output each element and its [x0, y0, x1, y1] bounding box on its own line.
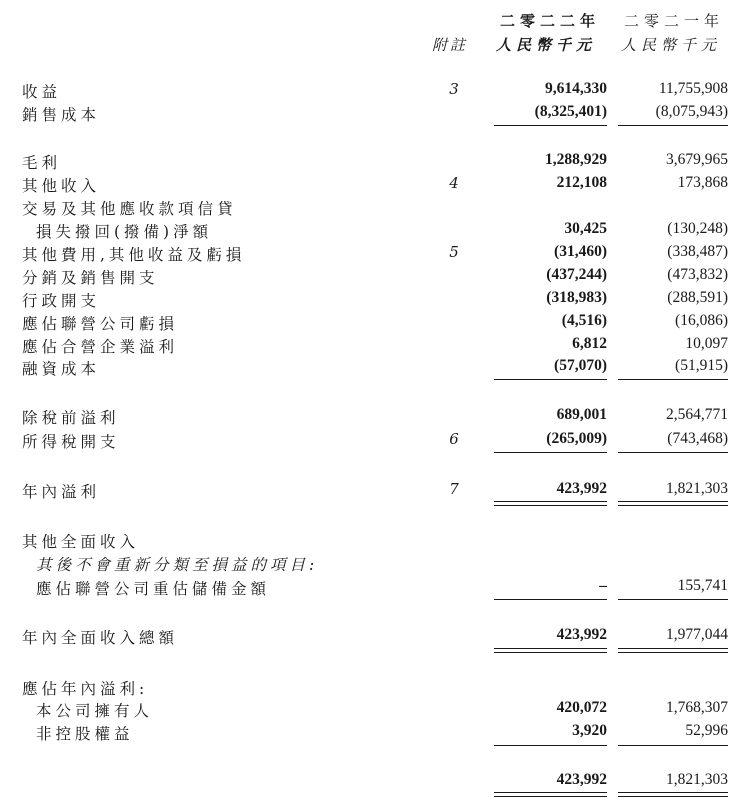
subtotal-rule — [494, 745, 607, 746]
total-double-rule — [494, 648, 607, 653]
other-expenses-note: 5 — [449, 243, 459, 261]
finance-costs-label: 融資成本 — [22, 360, 101, 378]
revenue-2022: 9,614,330 — [545, 80, 607, 97]
admin-2021: (288,591) — [667, 289, 728, 306]
subtotal-rule — [494, 452, 607, 453]
finance-costs-2021: (51,915) — [675, 357, 728, 374]
revenue-2021: 11,755,908 — [658, 80, 728, 97]
total-comprehensive-label: 年內全面收入總額 — [22, 629, 179, 647]
income-tax-label: 所得稅開支 — [22, 433, 120, 451]
cost-of-sales-label: 銷售成本 — [22, 106, 101, 124]
share-jv-2021: 10,097 — [685, 335, 728, 352]
owners-2021: 1,768,307 — [666, 699, 728, 716]
reval-reserve-label: 應佔聯營公司重估儲備金額 — [36, 580, 271, 598]
oci-title: 其他全面收入 — [22, 533, 140, 551]
distribution-label: 分銷及銷售開支 — [22, 269, 159, 287]
subtotal-rule — [618, 599, 728, 600]
profit-before-tax-label: 除稅前溢利 — [22, 409, 120, 427]
admin-2022: (318,983) — [546, 289, 607, 306]
credit-loss-label-line2: 損失撥回(撥備)淨額 — [36, 223, 213, 241]
header-note: 附註 — [432, 36, 469, 54]
other-expenses-2022: (31,460) — [554, 243, 607, 260]
attributable-title: 應佔年內溢利: — [22, 680, 149, 698]
other-income-label: 其他收入 — [22, 177, 101, 195]
income-tax-2021: (743,468) — [667, 430, 728, 447]
profit-year-label: 年內溢利 — [22, 483, 101, 501]
total-double-rule — [618, 648, 728, 653]
income-tax-note: 6 — [449, 430, 459, 448]
credit-loss-2021: (130,248) — [667, 220, 728, 237]
profit-before-tax-2022: 689,001 — [556, 406, 607, 423]
admin-label: 行政開支 — [22, 292, 101, 310]
other-income-2022: 212,108 — [556, 174, 607, 191]
reval-reserve-2021: 155,741 — [677, 577, 728, 594]
total-attributable-2022: 423,992 — [556, 771, 607, 788]
profit-before-tax-2021: 2,564,771 — [666, 406, 728, 423]
total-double-rule — [618, 792, 728, 797]
profit-year-2021: 1,821,303 — [666, 480, 728, 497]
share-jv-2022: 6,812 — [572, 335, 607, 352]
reval-reserve-2022: – — [599, 577, 607, 594]
income-tax-2022: (265,009) — [546, 430, 607, 447]
gross-profit-label: 毛利 — [22, 154, 62, 172]
subtotal-rule — [618, 452, 728, 453]
total-double-rule — [494, 501, 607, 506]
header-2022-year: 二零二二年 — [500, 12, 601, 30]
other-income-2021: 173,868 — [677, 174, 728, 191]
subtotal-rule — [494, 599, 607, 600]
credit-loss-label-line1: 交易及其他應收款項信貸 — [22, 200, 237, 218]
cost-of-sales-2022: (8,325,401) — [534, 103, 607, 120]
finance-costs-2022: (57,070) — [554, 357, 607, 374]
owners-2022: 420,072 — [556, 699, 607, 716]
subtotal-rule — [618, 125, 728, 126]
revenue-note: 3 — [449, 80, 459, 98]
total-double-rule — [494, 792, 607, 797]
other-expenses-label: 其他費用,其他收益及虧損 — [22, 246, 246, 264]
profit-year-note: 7 — [449, 480, 459, 498]
other-income-note: 4 — [449, 174, 459, 192]
share-jv-label: 應佔合營企業溢利 — [22, 338, 179, 356]
header-2021-year: 二零二一年 — [624, 12, 725, 30]
subtotal-rule — [494, 379, 607, 380]
header-2022-unit: 人民幣千元 — [496, 36, 597, 54]
revenue-label: 收益 — [22, 83, 62, 101]
other-expenses-2021: (338,487) — [667, 243, 728, 260]
oci-subtitle: 其後不會重新分類至損益的項目: — [36, 556, 319, 574]
gross-profit-2022: 1,288,929 — [545, 151, 607, 168]
share-associates-label: 應佔聯營公司虧損 — [22, 315, 179, 333]
distribution-2021: (473,832) — [667, 266, 728, 283]
owners-label: 本公司擁有人 — [36, 702, 154, 720]
credit-loss-2022: 30,425 — [564, 220, 607, 237]
gross-profit-2021: 3,679,965 — [666, 151, 728, 168]
distribution-2022: (437,244) — [546, 266, 607, 283]
total-comprehensive-2022: 423,992 — [556, 626, 607, 643]
header-2021-unit: 人民幣千元 — [621, 36, 722, 54]
share-associates-2022: (4,516) — [561, 312, 607, 329]
total-comprehensive-2021: 1,977,044 — [666, 626, 728, 643]
nci-2021: 52,996 — [685, 722, 728, 739]
subtotal-rule — [618, 379, 728, 380]
nci-2022: 3,920 — [572, 722, 607, 739]
total-attributable-2021: 1,821,303 — [666, 771, 728, 788]
subtotal-rule — [618, 745, 728, 746]
cost-of-sales-2021: (8,075,943) — [655, 103, 728, 120]
share-associates-2021: (16,086) — [675, 312, 728, 329]
subtotal-rule — [494, 125, 607, 126]
profit-year-2022: 423,992 — [556, 480, 607, 497]
nci-label: 非控股權益 — [36, 725, 134, 743]
total-double-rule — [618, 501, 728, 506]
